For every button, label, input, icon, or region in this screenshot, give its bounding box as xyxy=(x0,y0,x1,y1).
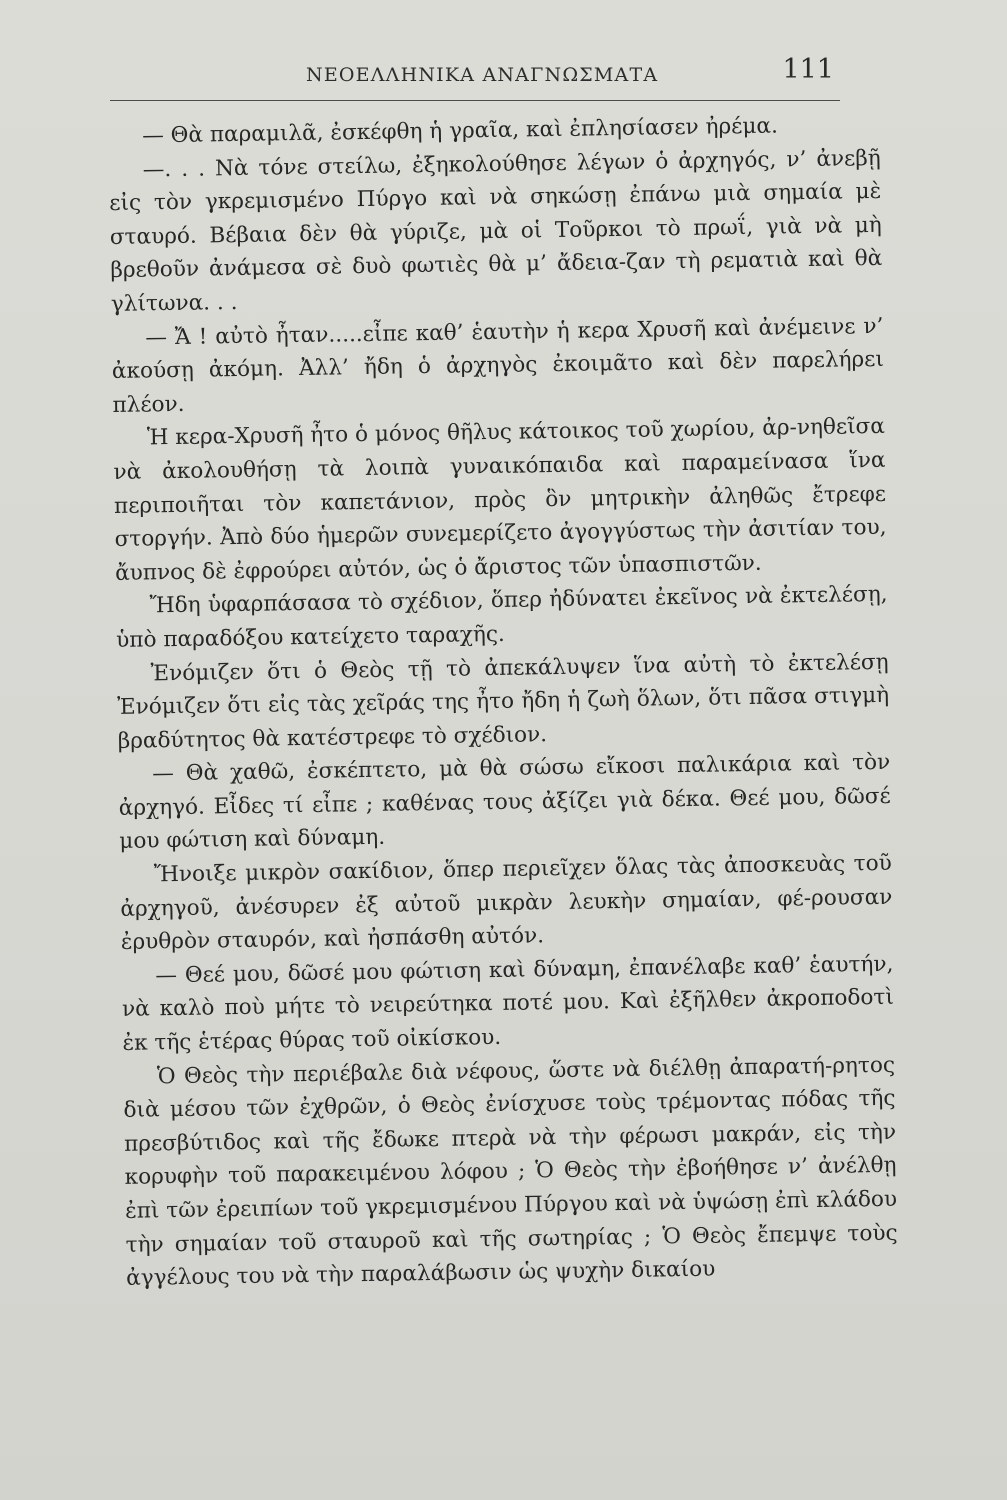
paragraph-2: —. . . Νὰ τόνε στείλω, ἐξηκολούθησε λέγων ὁ ἀρχηγός, ν’ ἀνεβῇ εἰς τὸν γκρεμισμένο Πύργο καὶ νὰ σηκώσῃ ἐπάνω μιὰ σημαία μὲ σταυρό. Βέβαια δὲν θὰ γύριζε, μὰ οἱ Τοῦρκοι τὸ πρωΐ, γιὰ νὰ μὴ βρεθοῦν ἀνάμεσα σὲ δυὸ φωτιὲς θὰ μ’ ἄδεια-ζαν τὴ ρεματιὰ καὶ θὰ γλίτωνα. . . xyxy=(109,145,883,317)
paragraph-7: — Θὰ χαθῶ, ἐσκέπτετο, μὰ θὰ σώσω εἴκοσι παλικάρια καὶ τὸν ἀρχηγό. Εἶδες τί εἶπε ; καθένας τους ἀξίζει γιὰ δέκα. Θεέ μου, δῶσέ μου φώτιση καὶ δύναμη. xyxy=(118,750,891,855)
paragraph-6: Ἐνόμιζεν ὅτι ὁ Θεὸς τῇ τὸ ἀπεκάλυψεν ἵνα αὐτὴ τὸ ἐκτελέσῃ Ἐνόμιζεν ὅτι εἰς τὰς χεῖράς της ἦτο ἤδη ἡ ζωὴ ὅλων, ὅτι πᾶσα στιγμὴ βραδύτητος θὰ κατέστρεφε τὸ σχέδιον. xyxy=(117,649,890,754)
paragraph-8: Ἤνοιξε μικρὸν σακίδιον, ὅπερ περιεῖχεν ὅλας τὰς ἀποσκευὰς τοῦ ἀρχηγοῦ, ἀνέσυρεν ἐξ αὐτοῦ μικρὰν λευκὴν σημαίαν, φέ-ρουσαν ἐρυθρὸν σταυρόν, καὶ ἠσπάσθη αὐτόν. xyxy=(120,850,893,956)
page-number: 111 xyxy=(782,54,834,85)
header-rule xyxy=(110,100,840,101)
page-header xyxy=(110,50,840,102)
paragraph-3: — Ἄ ! αὐτὸ ἦταν.....εἶπε καθ’ ἑαυτὴν ἡ κερα Χρυσῆ καὶ ἀνέμεινε ν’ ἀκούσῃ ἀκόμη. Ἀλλ’ ἤδη ὁ ἀρχηγὸς ἐκοιμᾶτο καὶ δὲν παρελήρει πλέον. xyxy=(111,313,885,418)
paragraph-5: Ἤδη ὑφαρπάσασα τὸ σχέδιον, ὅπερ ἠδύνατει ἐκεῖνος νὰ ἐκτελέσῃ, ὑπὸ παραδόξου κατείχετο ταραχῆς. xyxy=(115,582,888,653)
paragraph-9: — Θεέ μου, δῶσέ μου φώτιση καὶ δύναμη, ἐπανέλαβε καθ’ ἑαυτήν, νὰ καλὸ ποὺ μήτε τὸ νειρεύτηκα ποτέ μου. Καὶ ἐξῆλθεν ἀκροποδοτὶ ἐκ τῆς ἑτέρας θύρας τοῦ οἰκίσκου. xyxy=(121,951,895,1056)
body-text xyxy=(108,108,898,1296)
paragraph-1: — Θὰ παραμιλᾶ, ἐσκέφθη ἡ γραῖα, καὶ ἐπλησίασεν ἠρέμα. xyxy=(142,113,779,149)
running-title: ΝΕΟΕΛΛΗΝΙΚΑ ΑΝΑΓΝΩΣΜΑΤΑ xyxy=(306,64,659,86)
paragraph-4: Ἡ κερα-Χρυσῆ ἦτο ὁ μόνος θῆλυς κάτοικος τοῦ χωρίου, ἀρ-νηθεῖσα νὰ ἀκολουθήσῃ τὰ λοιπὰ γυναικόπαιδα καὶ παραμείνασα ἵνα περιποιῆται τὸν καπετάνιον, πρὸς ὃν μητρικὴν ἀληθῶς ἔτρεφε στοργήν. Ἀπὸ δύο ἡμερῶν συνεμερίζετο ἀγογγύστως τὴν ἀσιτίαν του, ἄυπνος δὲ ἐφρούρει αὐτόν, ὡς ὁ ἄριστος τῶν ὑπασπιστῶν. xyxy=(113,414,887,586)
paragraph-10: Ὁ Θεὸς τὴν περιέβαλε διὰ νέφους, ὥστε νὰ διέλθῃ ἀπαρατή-ρητος διὰ μέσου τῶν ἐχθρῶν, ὁ Θεὸς ἐνίσχυσε τοὺς τρέμοντας πόδας τῆς πρεσβύτιδος καὶ τῆς ἔδωκε πτερὰ νὰ τὴν φέρωσι μακράν, εἰς τὴν κορυφὴν τοῦ παρακειμένου λόφου ; Ὁ Θεὸς τὴν ἐβοήθησε ν’ ἀνέλθῃ ἐπὶ τῶν ἐρειπίων τοῦ γκρεμισμένου Πύργου καὶ νὰ ὑψώσῃ ἐπὶ κλάδου τὴν σημαίαν τοῦ σταυροῦ καὶ τῆς σωτηρίας ; Ὁ Θεὸς ἔπεμψε τοὺς ἀγγέλους του νὰ τὴν παραλάβωσιν ὡς ψυχὴν δικαίου xyxy=(123,1052,898,1292)
